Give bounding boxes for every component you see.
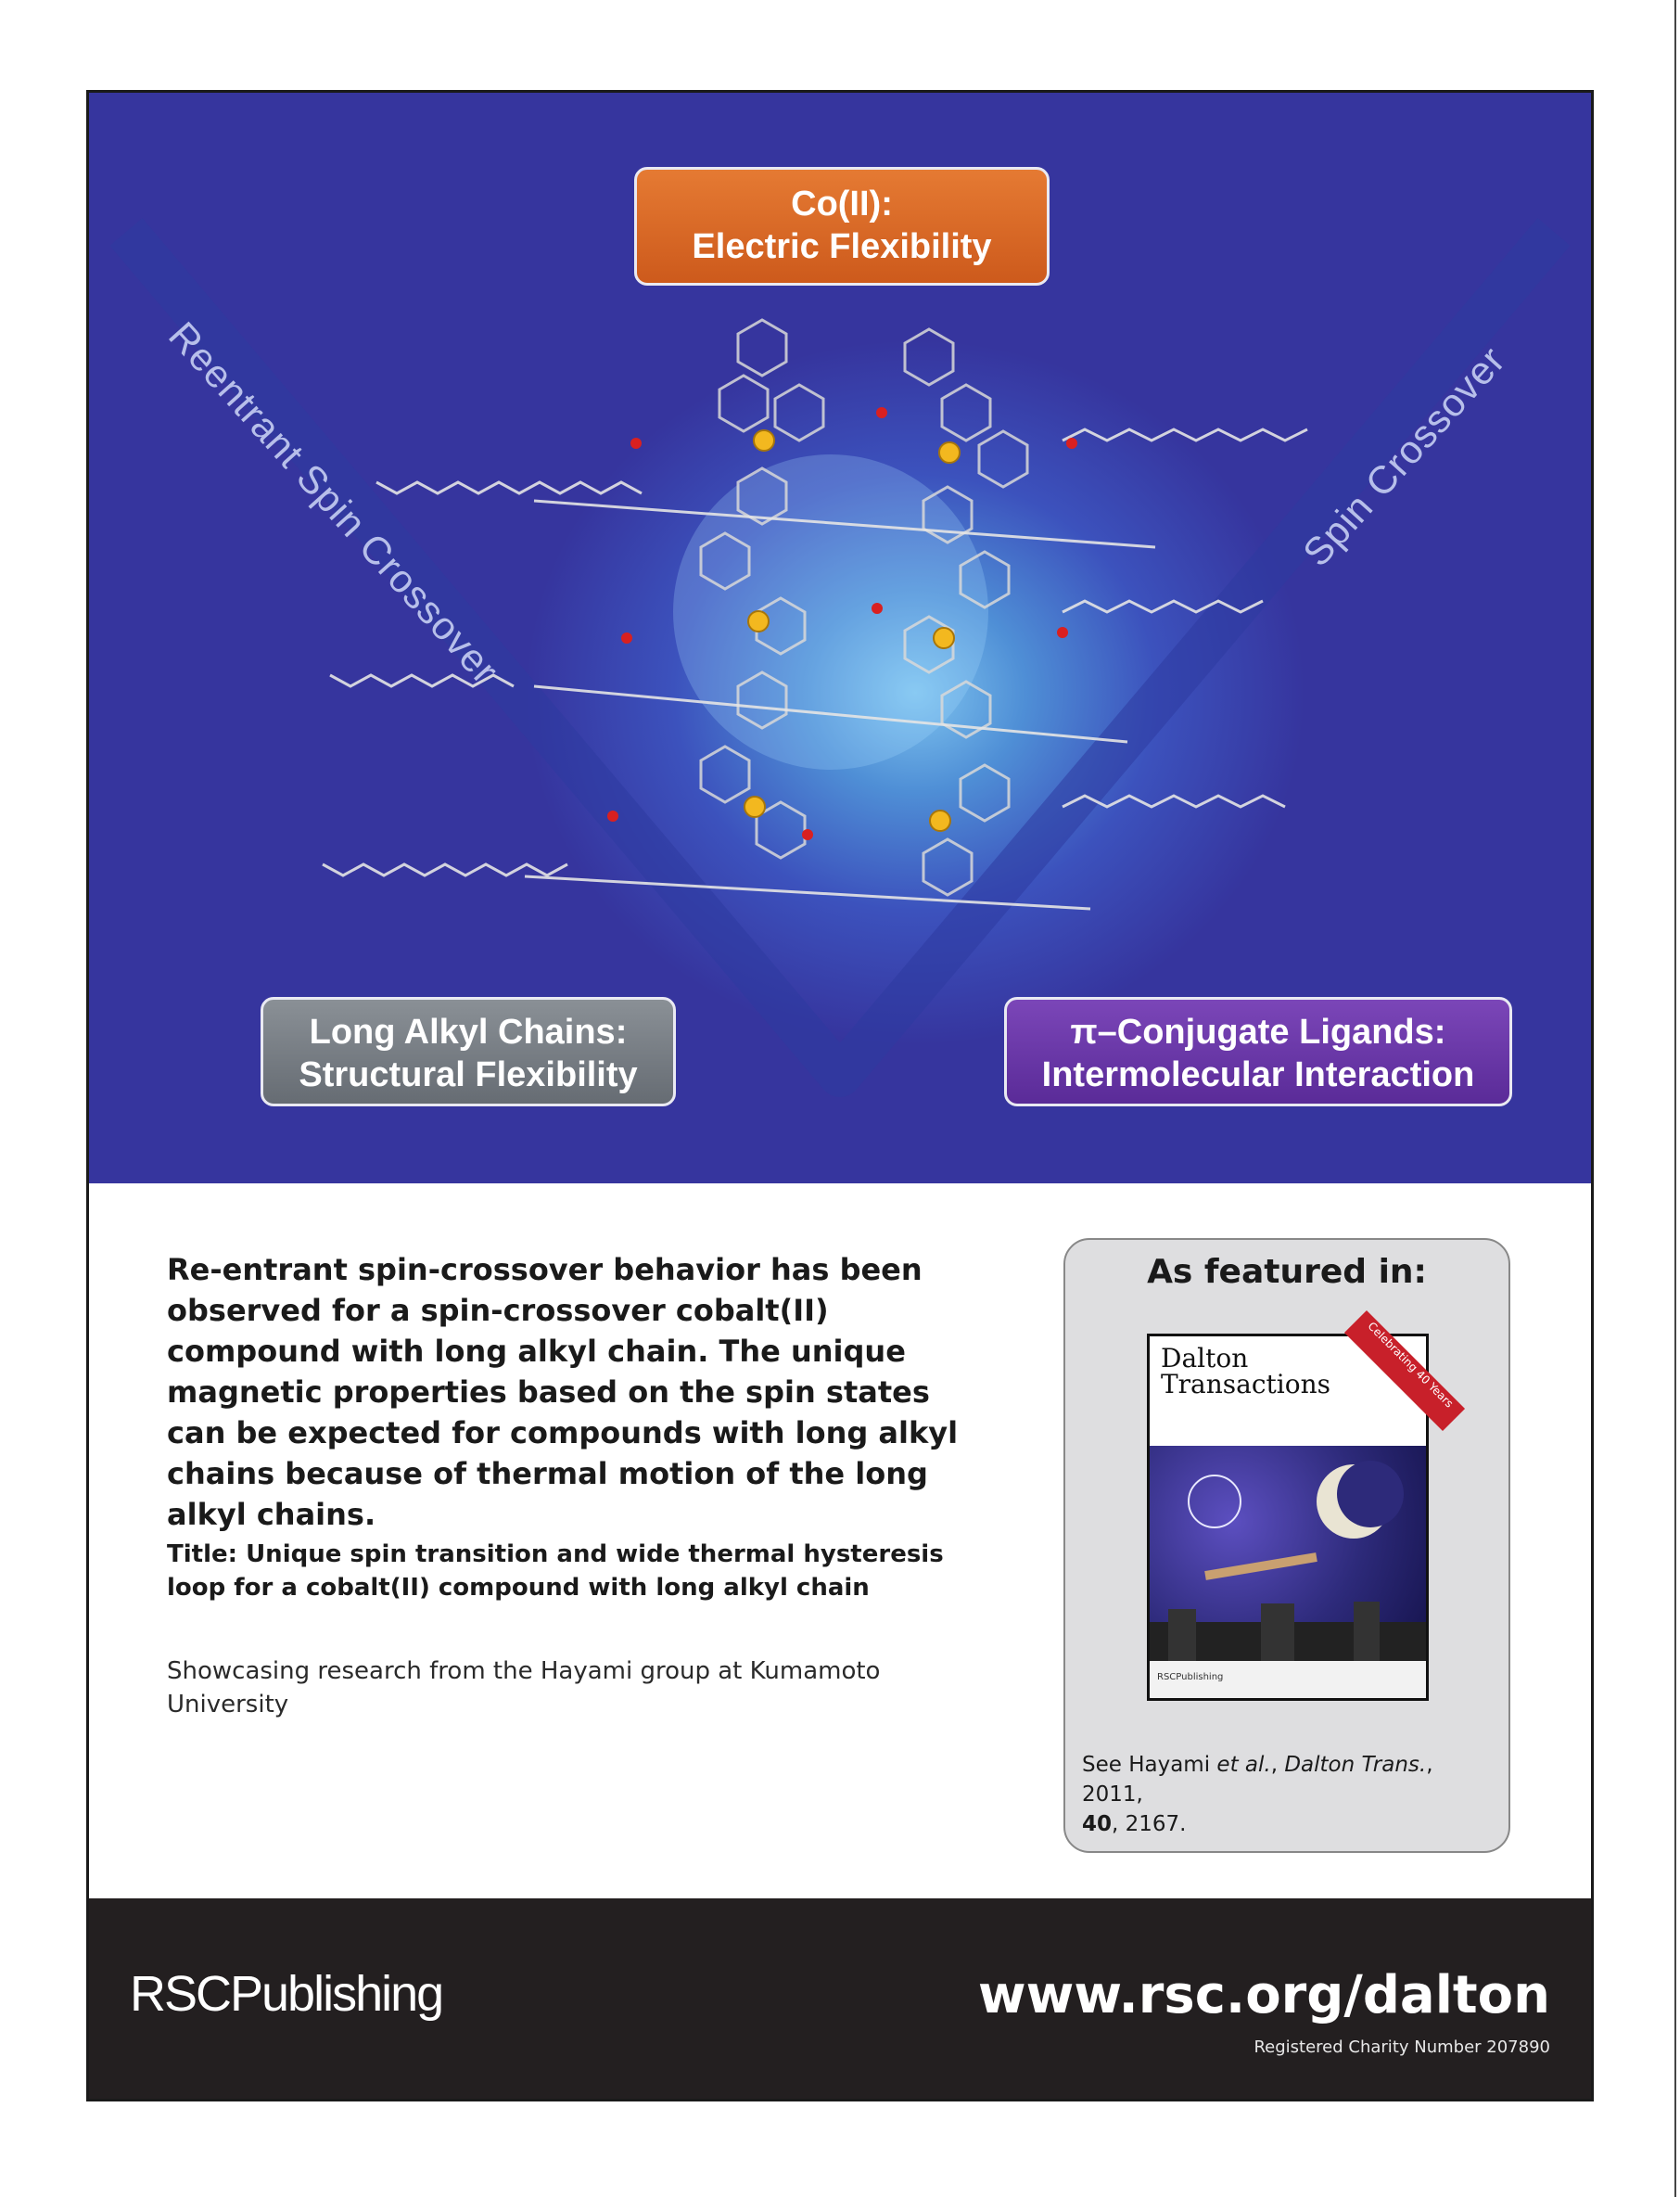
showcase-credit: Showcasing research from the Hayami group at Kumamoto University bbox=[167, 1657, 881, 1718]
citation-sep: , bbox=[1270, 1753, 1285, 1777]
cover-footer bbox=[1150, 1661, 1426, 1698]
reentrant-spin-crossover-label: Reentrant Spin Crossover bbox=[160, 313, 508, 693]
cobalt-electric-flexibility-box bbox=[634, 167, 1050, 286]
box-line: Co(II): bbox=[791, 185, 893, 224]
box-line: Long Alkyl Chains: bbox=[309, 1013, 628, 1052]
box-line: π–Conjugate Ligands: bbox=[1070, 1013, 1446, 1052]
citation-year: , 2011, bbox=[1082, 1753, 1433, 1807]
charity-number: Registered Charity Number 207890 bbox=[1254, 2037, 1550, 2057]
cover-title-line: Transactions bbox=[1161, 1369, 1330, 1399]
pi-conjugate-ligands-box bbox=[1004, 997, 1512, 1106]
featured-in-panel bbox=[1063, 1238, 1510, 1853]
journal-cover-image[interactable] bbox=[1147, 1319, 1457, 1701]
citation bbox=[1082, 1750, 1490, 1839]
journal-url-link[interactable]: www.rsc.org/dalton bbox=[977, 1965, 1550, 2025]
cover-title-line: Dalton bbox=[1161, 1343, 1249, 1373]
alkyl-chain-flexibility-box bbox=[261, 997, 676, 1106]
box-line: Intermolecular Interaction bbox=[1041, 1055, 1475, 1095]
rsc-publishing-logo: RSCPublishing bbox=[130, 1966, 443, 2022]
research-summary: Re-entrant spin-crossover behavior has been observed for a spin-crossover cobalt(II) compound with long alkyl chain. The unique magnetic properties based on the spin states can be expected for compounds with long alkyl chains because of thermal motion of the long alkyl chains. bbox=[167, 1252, 959, 1532]
hero-graphic bbox=[89, 93, 1591, 1183]
box-line: Structural Flexibility bbox=[299, 1055, 638, 1095]
cover-publisher: RSCPublishing bbox=[1157, 1672, 1224, 1682]
footer-bar bbox=[89, 1898, 1591, 2099]
anniversary-banner: Celebrating 40 Years bbox=[1344, 1310, 1465, 1431]
article-title: Title: Unique spin transition and wide thermal hysteresis loop for a cobalt(II) compound with long alkyl chain bbox=[167, 1540, 944, 1602]
cover-artwork bbox=[1150, 1446, 1426, 1661]
spin-crossover-label: Spin Crossover bbox=[1294, 338, 1514, 575]
featured-heading: As featured in: bbox=[1147, 1253, 1427, 1291]
citation-prefix: See Hayami bbox=[1082, 1753, 1217, 1777]
citation-etal: et al. bbox=[1216, 1753, 1271, 1777]
box-line: Electric Flexibility bbox=[692, 227, 992, 267]
citation-journal: Dalton Trans. bbox=[1284, 1753, 1427, 1777]
page-edge-rule bbox=[1674, 0, 1676, 2197]
cover-title bbox=[1161, 1343, 1330, 1399]
citation-pages: , 2167. bbox=[1112, 1812, 1187, 1836]
poster-frame bbox=[86, 90, 1594, 2101]
citation-volume: 40 bbox=[1082, 1812, 1113, 1836]
